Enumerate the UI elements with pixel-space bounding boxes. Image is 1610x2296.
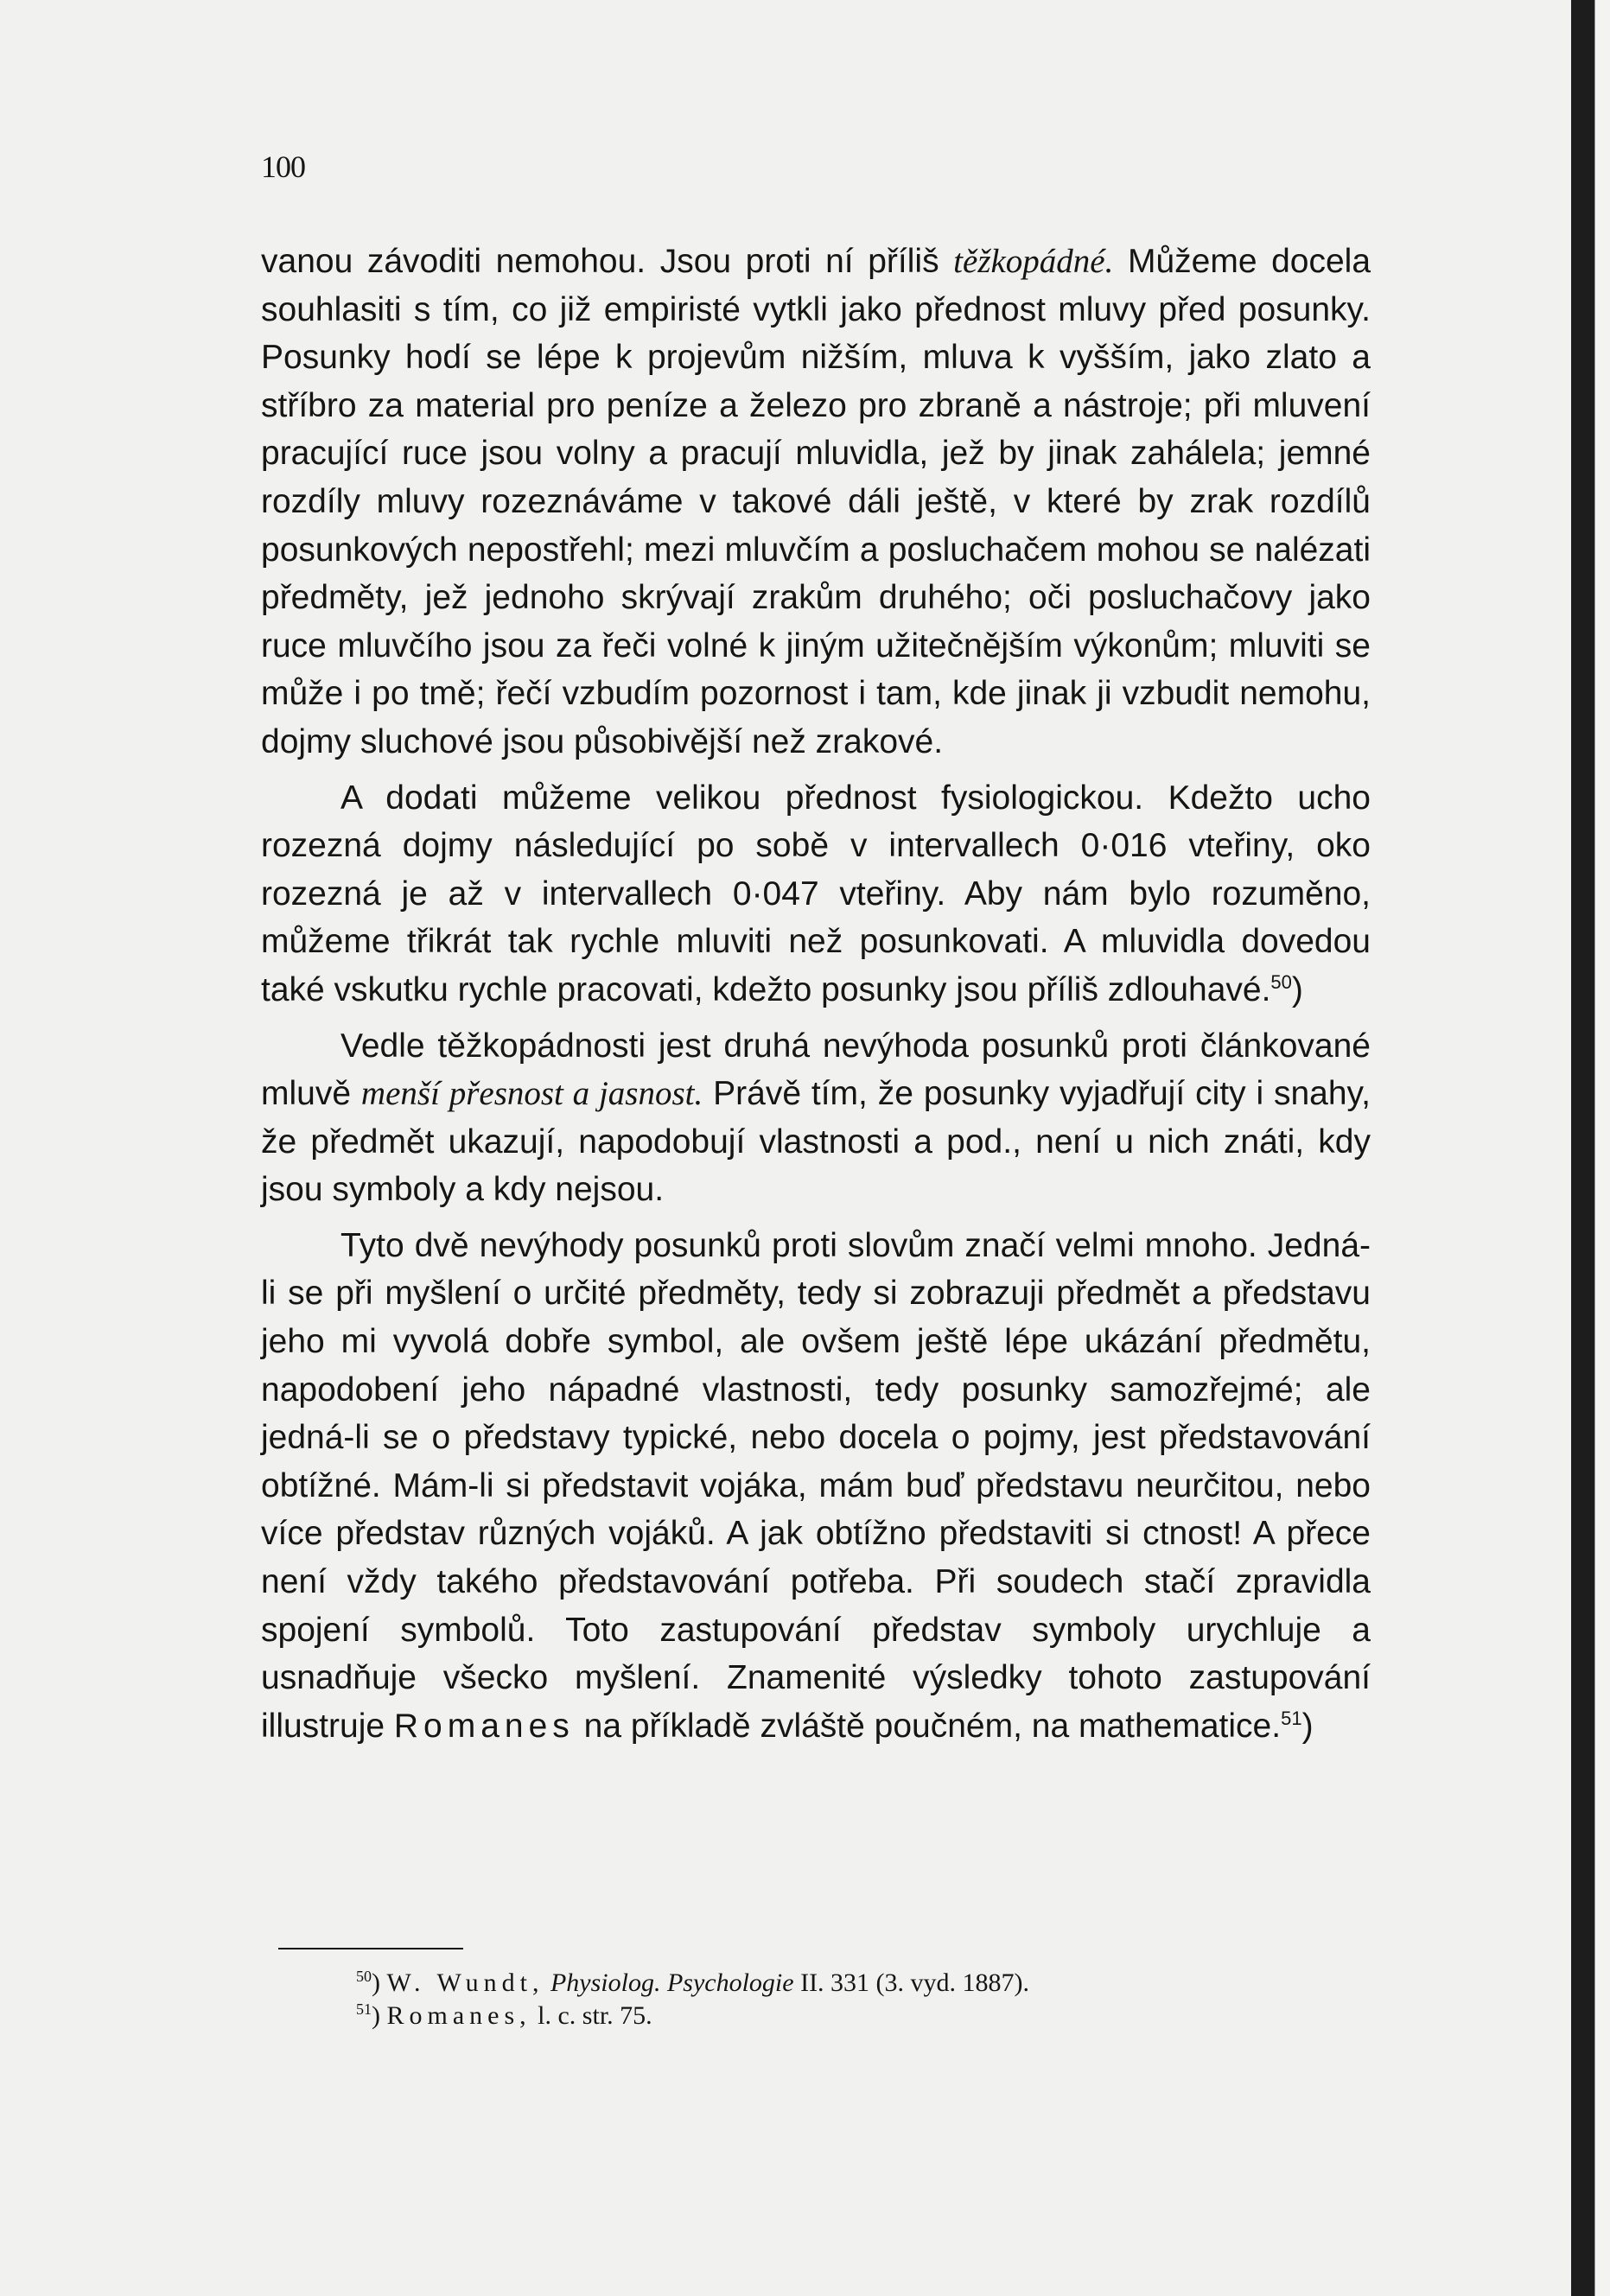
footnote-51-marker: 51 [356, 2000, 372, 2018]
paragraph-4-text-end: na příkladě zvláště poučném, na mathematice. [574, 1707, 1282, 1745]
paragraph-2-text: A dodati můžeme velikou přednost fysiologickou. Kdežto ucho rozezná dojmy následující po sobě v intervallech 0·016 vteřiny, oko rozezná je až v intervallech 0·047 vteřiny. Aby nám bylo rozuměno, můžeme třikrát tak rychle mluviti než posunkovati. A mluvidla dovedou také vskutku rychle pracovati, kdežto posunky jsou příliš zdlouhavé. [261, 779, 1371, 1008]
footnote-51-details: l. c. str. 75. [538, 2001, 652, 2030]
paragraph-1 [261, 238, 1371, 766]
paragraph-3-text-end: Právě tím, že posunky vyjadřují city i snahy, že předmět ukazují, napodobují vlastnosti a pod., není u nich znáti, kdy jsou symboly a kdy nejsou. [261, 1075, 1371, 1209]
paragraph-1-text-end: Můžeme docela souhlasiti s tím, co již empiristé vytkli jako přednost mluvy před posunky. Posunky hodí se lépe k projevům nižším, mluva k vyšším, jako zlato a stříbro za material pro peníze a železo pro zbraně a nástroje; při mluvení pracující ruce jsou volny a pracují mluvidla, jež by jinak zahálela; jemné rozdíly mluvy rozeznáváme v takové dáli ještě, v které by zrak rozdílů posunkových nepostřehl; mezi mluvčím a posluchačem mohou se nalézati předměty, jež jednoho skrývají zrakům druhého; oči posluchačovy jako ruce mluvčího jsou za řeči volné k jiným užitečnějším výkonům; mluviti se může i po tmě; řečí vzbudím pozornost i tam, kde jinak ji vzbudit nemohu, dojmy sluchové jsou působivější než zrakové. [261, 243, 1371, 760]
footnote-50-details: II. 331 (3. vyd. 1887). [800, 1968, 1030, 1997]
footnote-50-marker-close: ) [372, 1968, 380, 1997]
page-number: 100 [261, 149, 305, 184]
footnote-ref-51-close: ) [1301, 1707, 1314, 1745]
paragraph-3-text-start: Vedle těžkopádnosti jest druhá nevýhoda posunků proti článkované mluvě [261, 1027, 1371, 1113]
scan-edge [1571, 0, 1610, 2296]
paragraph-4 [261, 1222, 1371, 1751]
footnote-51-author: Romanes, [386, 2001, 531, 2030]
footnote-ref-50: 50 [1270, 970, 1292, 993]
footnote-51 [356, 2000, 1029, 2032]
footnote-ref-51: 51 [1281, 1707, 1302, 1729]
author-name-romanes: Romanes [393, 1707, 575, 1745]
paragraph-2 [261, 774, 1371, 1014]
emphasis-tezkopadne: těžkopádné. [953, 243, 1114, 280]
footnote-50-title: Physiolog. Psychologie [550, 1968, 794, 1997]
emphasis-mensi-presnost: menší přesnost a jasnost. [360, 1075, 703, 1113]
footnote-50-marker: 50 [356, 1968, 372, 1985]
paragraph-1-text-start: vanou závoditi nemohou. Jsou proti ní příliš [261, 243, 954, 280]
paragraph-4-text-start: Tyto dvě nevýhody posunků proti slovům značí velmi mnoho. Jedná-li se při myšlení o určité předměty, tedy si zobrazuji předmět a představu jeho mi vyvolá dobře symbol, ale ovšem ještě lépe ukázání předmětu, napodobení jeho nápadné vlastnosti, tedy posunky samozřejmé; ale jedná-li se o představy typické, nebo docela o pojmy, jest představování obtížné. Mám-li si představit vojáka, mám buď představu neurčitou, nebo více představ různých vojáků. A jak obtížno představiti si ctnost! A přece není vždy takého představování potřeba. Při soudech stačí zpravidla spojení symbolů. Toto zastupování představ symboly urychluje a usnadňuje všecko myšlení. Znamenité výsledky tohoto zastupování illustruje [261, 1226, 1371, 1745]
footnote-50 [356, 1967, 1029, 2000]
footnote-50-author: W. Wundt, [386, 1968, 544, 1997]
footnote-divider [278, 1948, 463, 1949]
footnote-51-marker-close: ) [372, 2001, 380, 2030]
paragraph-3 [261, 1022, 1371, 1214]
body-text [261, 238, 1371, 1750]
footnote-ref-50-close: ) [1291, 970, 1303, 1008]
footnotes [356, 1967, 1029, 2032]
